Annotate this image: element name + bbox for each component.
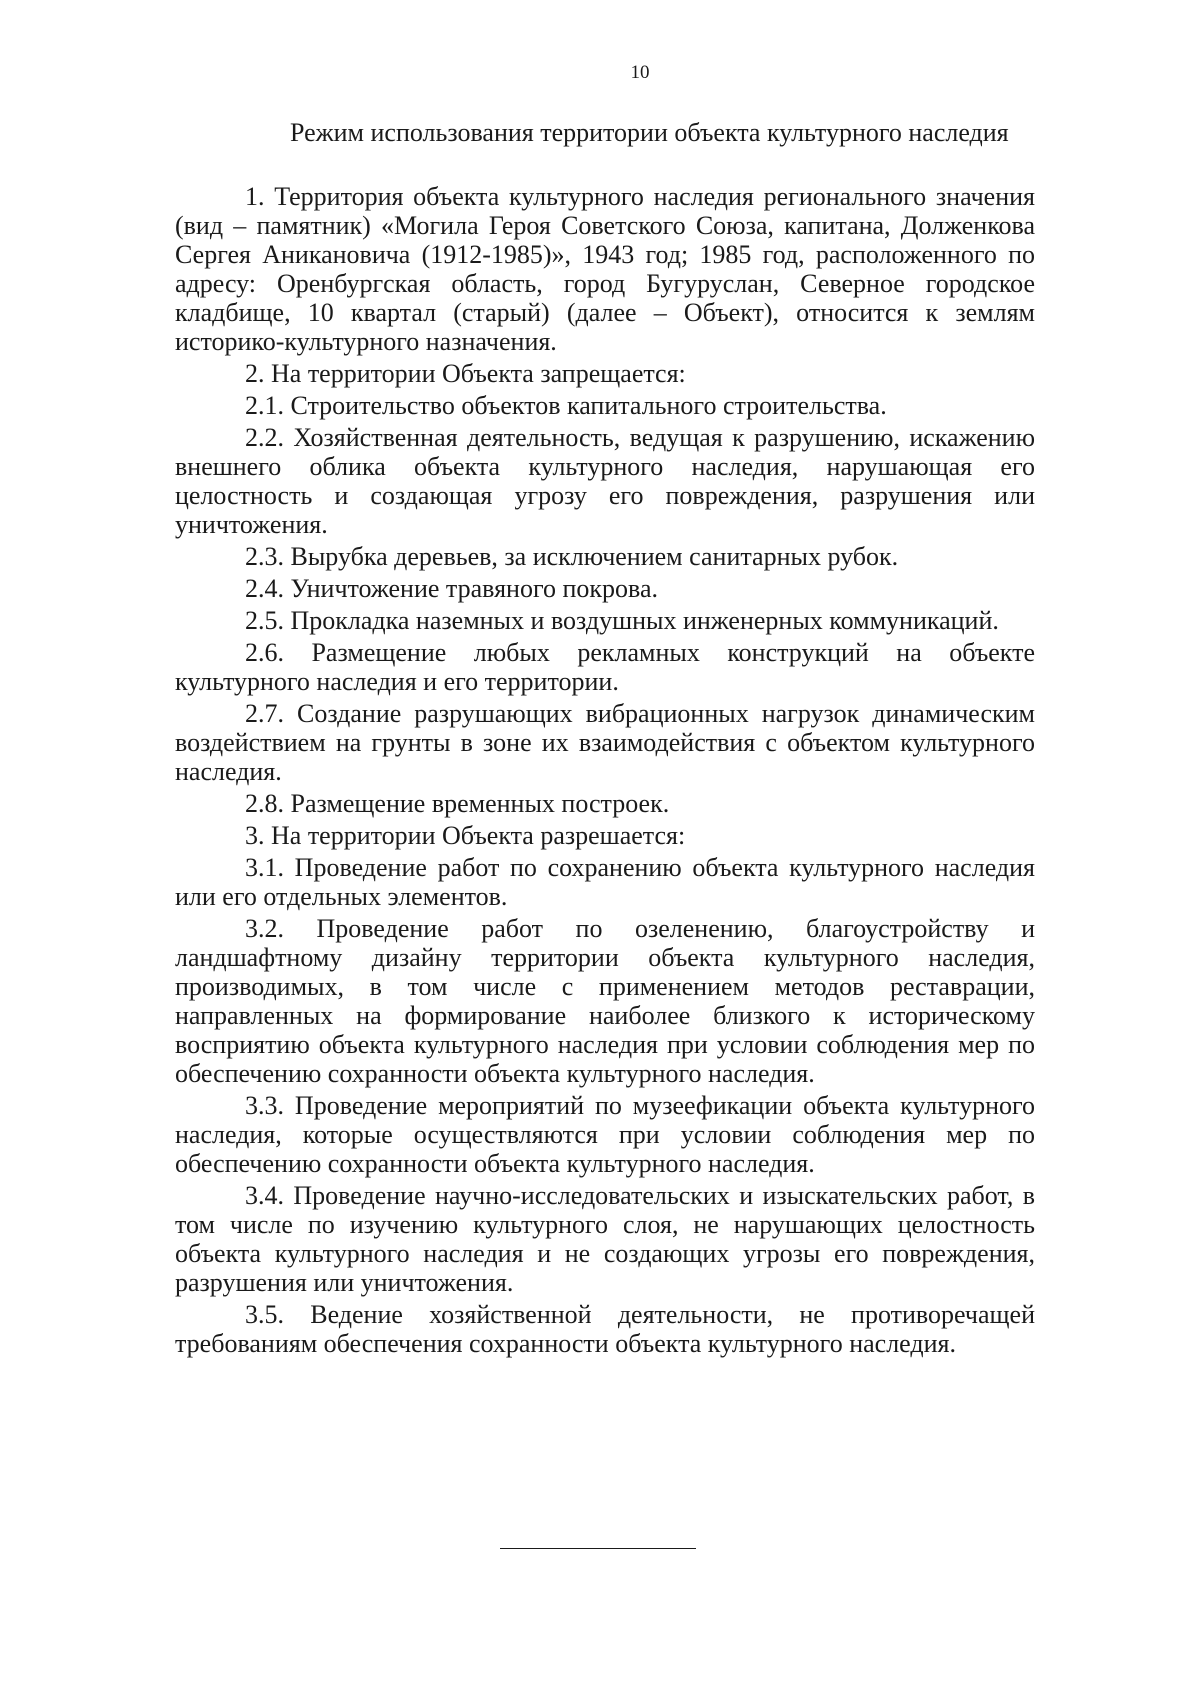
paragraph-2-4: 2.4. Уничтожение травяного покрова.	[245, 574, 658, 603]
paragraph-2: 2. На территории Объекта запрещается:	[245, 359, 686, 388]
paragraph-2-2: 2.2. Хозяйственная деятельность, ведущая к разрушению, искажению внешнего облика объекта культурного наследия, нарушающая его целостность и создающая угрозу его повреждения, разрушения или уничтожения.	[175, 423, 1035, 539]
paragraph-2-6: 2.6. Размещение любых рекламных конструкций на объекте культурного наследия и его территории.	[175, 638, 1035, 696]
paragraph-2-7: 2.7. Создание разрушающих вибрационных нагрузок динамическим воздействием на грунты в зоне их взаимодействия с объектом культурного наследия.	[175, 699, 1035, 786]
end-divider-line	[500, 1548, 696, 1549]
document-body	[175, 182, 1035, 1361]
document-title: Режим использования территории объекта культурного наследия	[290, 118, 1009, 147]
paragraph-2-8: 2.8. Размещение временных построек.	[245, 789, 670, 818]
page-number: 10	[630, 62, 650, 83]
paragraph-3-4: 3.4. Проведение научно-исследовательских и изыскательских работ, в том числе по изучению культурного слоя, не нарушающих целостность объекта культурного наследия и не создающих угрозы его повреждения, разрушения или уничтожения.	[175, 1181, 1035, 1297]
paragraph-1: 1. Территория объекта культурного наследия регионального значения (вид – памятник) «Могила Героя Советского Союза, капитана, Долженкова Сергея Аникановича (1912-1985)», 1943 год; 1985 год, расположенного по адресу: Оренбургская область, город Бугуруслан, Северное городское кладбище, 10 квартал (старый) (далее – Объект), относится к землям историко-культурного назначения.	[175, 182, 1035, 356]
paragraph-3-5: 3.5. Ведение хозяйственной деятельности, не противоречащей требованиям обеспечения сохранности объекта культурного наследия.	[175, 1300, 1035, 1358]
paragraph-3-3: 3.3. Проведение мероприятий по музеефикации объекта культурного наследия, которые осуществляются при условии соблюдения мер по обеспечению сохранности объекта культурного наследия.	[175, 1091, 1035, 1178]
paragraph-3-1: 3.1. Проведение работ по сохранению объекта культурного наследия или его отдельных элементов.	[175, 853, 1035, 911]
paragraph-3: 3. На территории Объекта разрешается:	[245, 821, 686, 850]
paragraph-2-1: 2.1. Строительство объектов капитального строительства.	[245, 391, 887, 420]
paragraph-2-5: 2.5. Прокладка наземных и воздушных инженерных коммуникаций.	[245, 606, 999, 635]
paragraph-3-2: 3.2. Проведение работ по озеленению, благоустройству и ландшафтному дизайну территории объекта культурного наследия, производимых, в том числе с применением методов реставрации, направленных на формирование наиболее близкого к историческому восприятию объекта культурного наследия при условии соблюдения мер по обеспечению сохранности объекта культурного наследия.	[175, 914, 1035, 1088]
paragraph-2-3: 2.3. Вырубка деревьев, за исключением санитарных рубок.	[245, 542, 899, 571]
